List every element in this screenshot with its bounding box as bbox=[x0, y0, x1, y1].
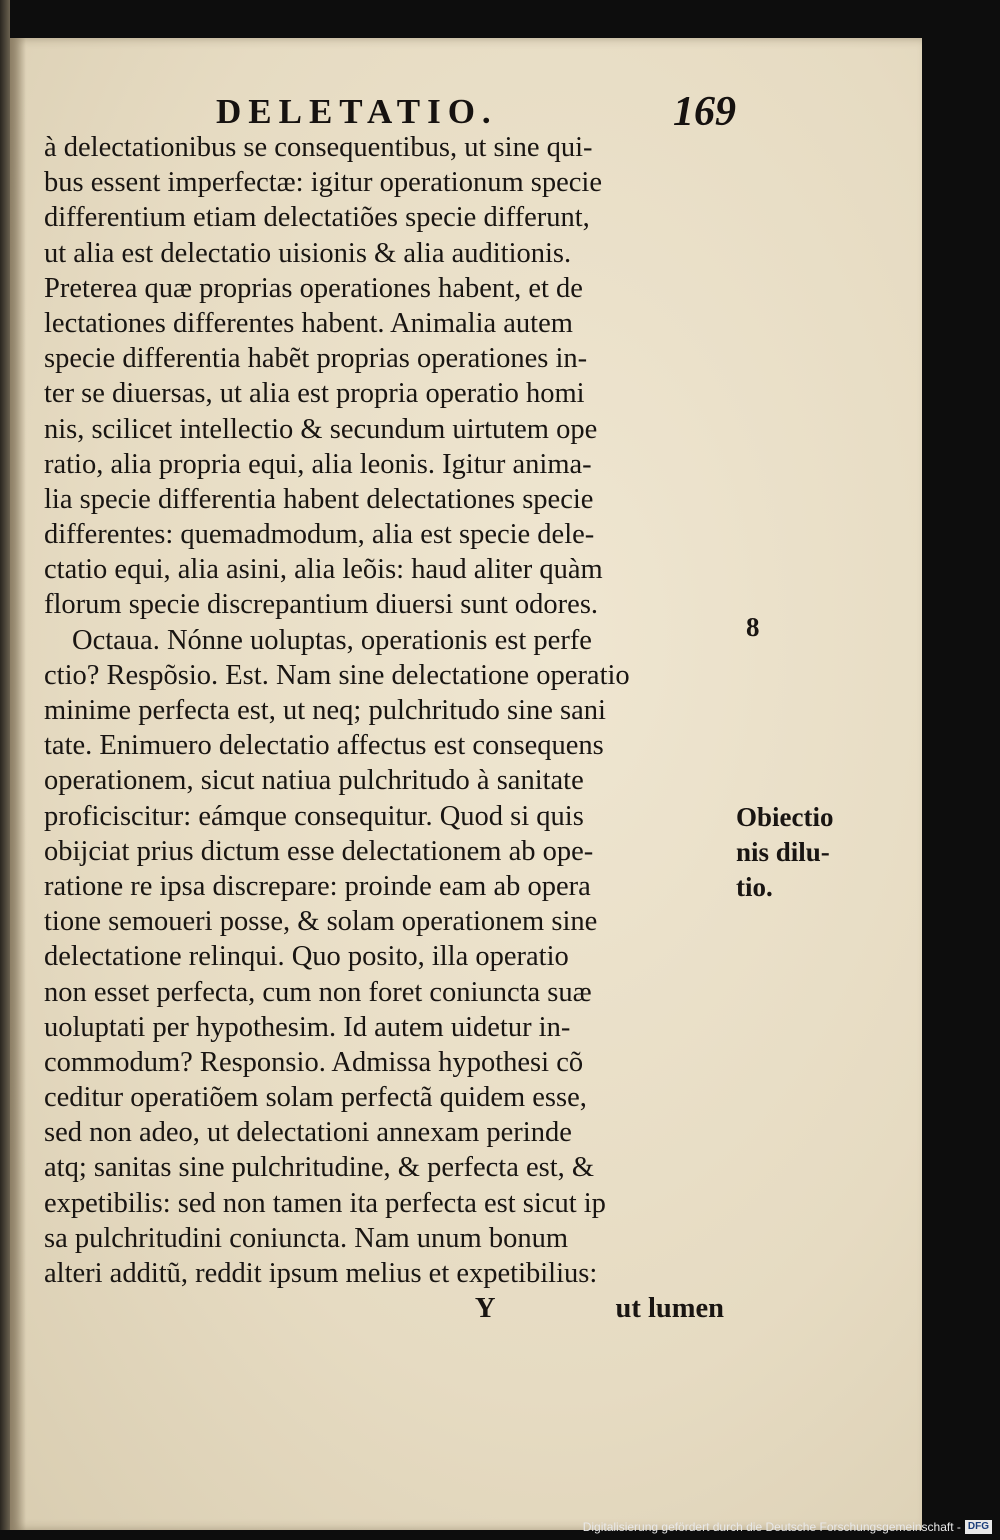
text-line: à delectationibus se consequentibus, ut sine qui- bbox=[44, 132, 593, 163]
text-line: nis, scilicet intellectio & secundum uirtutem ope bbox=[44, 413, 598, 445]
dfg-logo: DFG bbox=[965, 1520, 992, 1534]
text-line: lectationes differentes habent. Animalia autem bbox=[44, 307, 573, 339]
margin-gloss-line: tio. bbox=[736, 872, 773, 902]
text-line: ctatio equi, alia asini, alia leõis: haud aliter quàm bbox=[44, 554, 603, 586]
digitization-footer bbox=[583, 1516, 992, 1538]
text-line: ceditur operatiõem solam perfectã quidem esse, bbox=[44, 1082, 587, 1114]
text-line: operationem, sicut natiua pulchritudo à sanitate bbox=[44, 765, 584, 797]
text-line: ratio, alia propria equi, alia leonis. Igitur anima- bbox=[44, 448, 592, 480]
running-head: DELETATIO. bbox=[216, 92, 498, 131]
text-line: expetibilis: sed non tamen ita perfecta est sicut ip bbox=[44, 1187, 606, 1219]
text-line: uoluptati per hypothesim. Id autem uidetur in- bbox=[44, 1011, 571, 1043]
margin-gloss-line: Obiectio bbox=[736, 802, 834, 832]
margin-gloss bbox=[736, 800, 916, 905]
page-gutter bbox=[10, 38, 26, 1530]
margin-gloss-line: nis dilu- bbox=[736, 837, 830, 867]
text-line: sa pulchritudini coniuncta. Nam unum bonum bbox=[44, 1222, 568, 1254]
text-line: ter se diuersas, ut alia est propria operatio homi bbox=[44, 378, 585, 410]
text-line: Preterea quæ proprias operationes habent, et de bbox=[44, 272, 583, 304]
text-line: obijciat prius dictum esse delectationem ab ope- bbox=[44, 835, 594, 867]
catchword-line bbox=[44, 1291, 744, 1326]
text-line: lia specie differentia habent delectationes specie bbox=[44, 483, 594, 515]
paragraph-start-line: Octaua. Nónne uoluptas, operationis est perfe bbox=[72, 624, 592, 656]
margin-number: 8 bbox=[746, 612, 760, 642]
text-line: delectatione relinqui. Quo posito, illa operatio bbox=[44, 941, 569, 973]
book-page bbox=[10, 38, 922, 1530]
text-line: bus essent imperfectæ: igitur operationum specie bbox=[44, 167, 602, 199]
scan-edge bbox=[0, 0, 10, 1530]
signature-mark: Y bbox=[474, 1293, 496, 1325]
text-line: differentium etiam delectatiões specie differunt, bbox=[44, 202, 590, 234]
text-line: specie differentia habẽt proprias operationes in- bbox=[44, 343, 588, 375]
text-line: ratione re ipsa discrepare: proinde eam ab opera bbox=[44, 870, 591, 902]
text-line: tate. Enimuero delectatio affectus est consequens bbox=[44, 730, 604, 762]
catchword: ut lumen bbox=[615, 1293, 724, 1325]
text-line: ctio? Respõsio. Est. Nam sine delectatione operatio bbox=[44, 659, 630, 691]
body-text bbox=[44, 130, 744, 1326]
text-line: tione semoueri posse, & solam operationem sine bbox=[44, 906, 598, 938]
text-line: commodum? Responsio. Admissa hypothesi cõ bbox=[44, 1046, 584, 1078]
text-line: differentes: quemadmodum, alia est specie dele- bbox=[44, 519, 595, 551]
text-line: proficiscitur: eámque consequitur. Quod si quis bbox=[44, 800, 584, 832]
text-line: florum specie discrepantium diuersi sunt odores. bbox=[44, 589, 599, 621]
text-line: ut alia est delectatio uisionis & alia auditionis. bbox=[44, 237, 572, 269]
text-line: minime perfecta est, ut neq; pulchritudo sine sani bbox=[44, 695, 606, 726]
text-line: atq; sanitas sine pulchritudine, & perfecta est, & bbox=[44, 1152, 595, 1184]
funding-credit: Digitalisierung gefördert durch die Deutsche Forschungsgemeinschaft - bbox=[582, 1520, 961, 1534]
text-line: sed non adeo, ut delectationi annexam perinde bbox=[44, 1117, 572, 1149]
folio-number: 169 bbox=[673, 89, 736, 135]
text-line: non esset perfecta, cum non foret coniuncta suæ bbox=[44, 976, 592, 1008]
text-line: alteri additũ, reddit ipsum melius et expetibilius: bbox=[44, 1258, 598, 1289]
